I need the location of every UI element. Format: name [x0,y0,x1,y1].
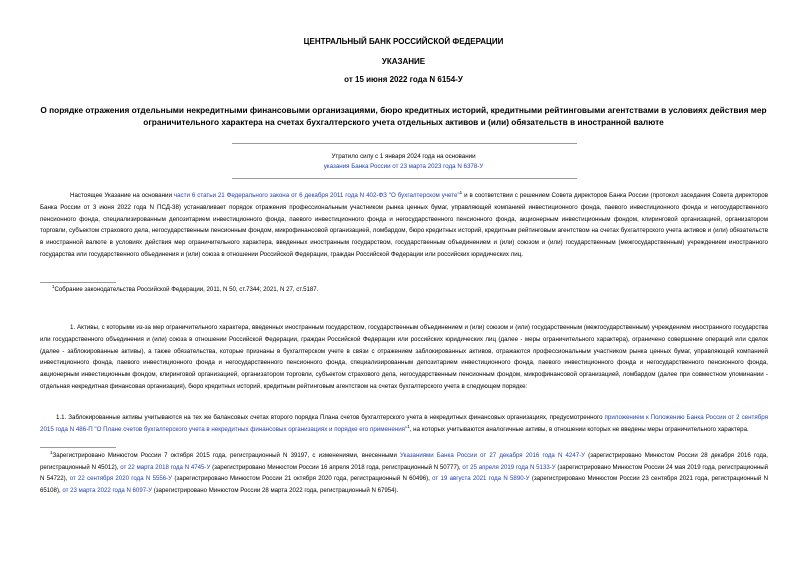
amendment-link-1[interactable]: Указаниями Банка России от 27 декабря 2016 года N 4247-У [400,452,585,459]
point-1: 1. Активы, с которыми из-за мер ограничительного характера, введенных иностранным государством, государственным объединением и (или) союзом и (или) государственным (межгосударственным) учреждением иностранного государства или государственного объединения и (или) союза в отношении Российской Федерации, граждан Российской Федерации или российских юридических лиц (далее - меры ограничительного характера), ограничено совершение операций или сделок (далее - заблокированные активы), а также обязательства, которые признаны в бухгалтерском учете в связи с отражением заблокированных активов, отражаются профессиональным участником рынка ценных бумаг, управляющей компанией инвестиционного фонда, паевого инвестиционного фонда и негосударственного пенсионного фонда, специализированным депозитарием инвестиционного фонда, паевого инвестиционного фонда и негосударственного пенсионного фонда, акционерным инвестиционным фондом, клиринговой организацией, организатором торговли, субъектом страхового дела, негосударственным пенсионным фондом, микрофинансовой организацией, ломбардом (далее при совместном упоминании - отдельная некредитная финансовая организация), бюро кредитных историй, кредитным рейтинговым агентством на счетах бухгалтерского учета в следующем порядке: [40,324,768,390]
footnote-2-text-1: Зарегистрировано Минюстом России 7 октября 2015 года, регистрационный N 39197, с изменениями, внесенными [52,452,397,459]
validity-link[interactable]: указания Банка России от 23 марта 2023 года N 6378-У [323,163,484,170]
doc-date-number: от 15 июня 2022 года N 6154-У [344,75,463,84]
footnote-2-mark: 1 [50,449,53,455]
point-1-1 [40,412,768,436]
document-title: О порядке отражения отдельными некредитными финансовыми организациями, бюро кредитных историй, кредитными рейтинговыми агентствами в условиях действия мер ограничительного характера на счетах бухгалтерского учета отдельных активов и (или) обязательств в иностранной валюте [40,105,767,127]
footnote-ref[interactable]: 1 [459,189,463,195]
point-1-1-start: 1.1. Заблокированные активы учитываются на тех же балансовых счетах второго порядка Плана счетов бухгалтерского учета в некредитных финансовых организациях, предусмотренного [56,414,603,421]
law-link[interactable]: части 6 статьи 21 Федерального закона от 6 декабря 2011 года N 402-ФЗ "О бухгалтерском учете" [173,192,460,199]
footnote-ref-2[interactable]: 1 [407,423,410,429]
divider-bottom [232,178,577,179]
footnote-divider-2 [40,447,116,448]
footnote-2-text-5: (зарегистрировано Минюстом России 21 октября 2020 года, регистрационный N 60496), [172,475,430,483]
footnote-2-text-6: (зарегистрировано Минюстом России 23 сентября 2021 года, регистрационный N 65108), [40,475,768,494]
amendment-link-4[interactable]: от 22 сентября 2020 года N 5556-У [69,475,173,483]
footnote-2-text-3: (зарегистрировано Минюстом России 16 апреля 2018 года, регистрационный N 50777), [210,463,461,471]
bank-name: ЦЕНТРАЛЬНЫЙ БАНК РОССИЙСКОЙ ФЕДЕРАЦИИ [303,37,504,46]
preamble-rest: и в соответствии с решением Совета директоров Банка России (протокол заседания Совета директоров Банка России от 3 июня 2022 года N ПСД-38) устанавливает порядок отражения профессиональным участником рынка ценных бумаг, управляющей компанией инвестиционного фонда, паевого инвестиционного фонда и негосударственного пенсионного фонда, специализированным депозитарием инвестиционного фонда, паевого инвестиционного фонда и негосударственного пенсионного фонда, акционерным инвестиционным фондом, клиринговой организацией, организатором торговли, субъектом страхового дела, негосударственным пенсионным фондом, микрофинансовой организацией, ломбардом, бюро кредитных историй, кредитным рейтинговым агентством на счетах бухгалтерского учета активов и (или) обязательств в иностранной валюте в условиях действия мер ограничительного характера, введенных иностранным государством, государственным объединением и (или) союзом и (или) государственным (межгосударственным) учреждением иностранного государства или государственного объединения и (или) союза в отношении Российской Федерации, граждан Российской Федерации или российских юридических лиц. [40,192,768,258]
footnote-1-text: Собрание законодательства Российской Федерации, 2011, N 50, ст.7344; 2021, N 27, ст.5187. [54,286,319,293]
footnote-2-text-7: (зарегистрировано Минюстом России 28 марта 2022 года, регистрационный N 67954). [152,486,399,494]
doc-type: УКАЗАНИЕ [381,57,426,66]
divider-top [232,143,577,144]
footnote-divider-1 [40,282,116,283]
footnote-1 [52,284,768,296]
amendment-link-3[interactable]: от 25 апреля 2019 года N 5133-У [462,463,556,471]
preamble-paragraph [40,190,768,261]
footnote-2-text-2: (зарегистрировано Минюстом России 28 декабря 2016 года, регистрационный N 45012), [40,452,768,471]
preamble-start: Настоящее Указание на основании [70,192,172,199]
footnote-2-text-4: (зарегистрировано Минюстом России 24 мая 2019 года, регистрационный N 54722), [40,463,768,483]
footnote-2 [40,450,768,496]
point-1-1-rest: , на которых учитываются аналогичные активы, в отношении которых не введены меры ограничительного характера. [409,425,749,433]
amendment-link-2[interactable]: от 22 марта 2018 года N 4745-У [120,463,211,471]
validity-note: Утратило силу с 1 января 2024 года на основании [331,153,476,160]
amendment-link-6[interactable]: от 23 марта 2022 года N 6097-У [62,486,153,494]
footnote-mark: 1 [52,283,55,289]
amendment-link-5[interactable]: от 19 августа 2021 года N 5890-У [432,475,530,483]
regulation-link[interactable]: приложением к Положению Банка России от 2 сентября 2015 года N 486-П "О Плане счетов бухгалтерского учета в некредитных финансовых организациях и порядке его применения" [40,414,768,433]
